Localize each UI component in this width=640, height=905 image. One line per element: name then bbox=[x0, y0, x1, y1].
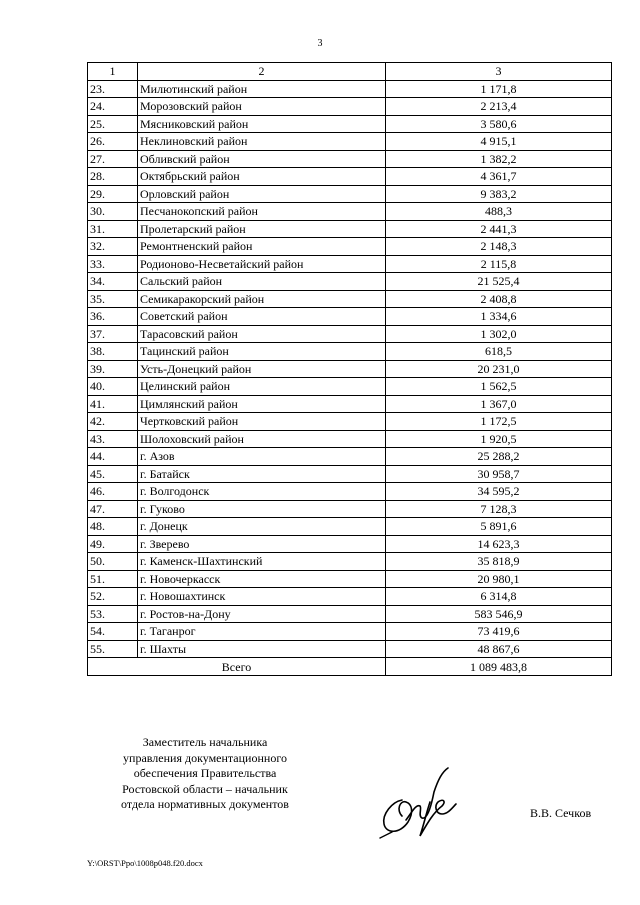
row-number: 23. bbox=[88, 80, 138, 98]
amount-value: 618,5 bbox=[386, 343, 612, 361]
district-name: Семикаракорский район bbox=[138, 290, 386, 308]
amount-value: 4 361,7 bbox=[386, 168, 612, 186]
table-row bbox=[88, 465, 612, 483]
table-row bbox=[88, 430, 612, 448]
total-row bbox=[88, 658, 612, 676]
row-number: 33. bbox=[88, 255, 138, 273]
amount-value: 3 580,6 bbox=[386, 115, 612, 133]
amount-value: 2 213,4 bbox=[386, 98, 612, 116]
total-label: Всего bbox=[88, 658, 386, 676]
amount-value: 7 128,3 bbox=[386, 500, 612, 518]
amount-value: 1 302,0 bbox=[386, 325, 612, 343]
table-row bbox=[88, 325, 612, 343]
signer-name: В.В. Сечков bbox=[530, 806, 592, 820]
district-name: г. Азов bbox=[138, 448, 386, 466]
district-name: Обливский район bbox=[138, 150, 386, 168]
table-row bbox=[88, 80, 612, 98]
table-row bbox=[88, 518, 612, 536]
table-header-row bbox=[88, 63, 612, 81]
column-header: 2 bbox=[138, 63, 386, 81]
table-row bbox=[88, 588, 612, 606]
amount-value: 1 920,5 bbox=[386, 430, 612, 448]
district-name: Мясниковский район bbox=[138, 115, 386, 133]
table-row bbox=[88, 360, 612, 378]
district-name: Морозовский район bbox=[138, 98, 386, 116]
amount-value: 1 382,2 bbox=[386, 150, 612, 168]
table-row bbox=[88, 500, 612, 518]
row-number: 55. bbox=[88, 640, 138, 658]
page-number: 3 bbox=[317, 38, 323, 49]
position-line: отдела нормативных документов bbox=[121, 797, 289, 811]
row-number: 43. bbox=[88, 430, 138, 448]
position-line: управления документационного bbox=[123, 750, 287, 765]
table-row bbox=[88, 255, 612, 273]
district-name: Чертковский район bbox=[138, 413, 386, 431]
amount-value: 21 525,4 bbox=[386, 273, 612, 291]
row-number: 46. bbox=[88, 483, 138, 501]
amount-value: 48 867,6 bbox=[386, 640, 612, 658]
position-line: Заместитель начальника bbox=[142, 735, 268, 749]
district-name: г. Новошахтинск bbox=[138, 588, 386, 606]
amount-value: 2 115,8 bbox=[386, 255, 612, 273]
district-name: Родионово-Несветайский район bbox=[138, 255, 386, 273]
table-row bbox=[88, 133, 612, 151]
amount-value: 4 915,1 bbox=[386, 133, 612, 151]
amount-value: 1 367,0 bbox=[386, 395, 612, 413]
row-number: 49. bbox=[88, 535, 138, 553]
file-path: Y:\ORST\Ppo\1008p048.f20.docx bbox=[87, 858, 203, 868]
row-number: 28. bbox=[88, 168, 138, 186]
amount-value: 25 288,2 bbox=[386, 448, 612, 466]
table-row bbox=[88, 238, 612, 256]
district-name: Усть-Донецкий район bbox=[138, 360, 386, 378]
table-row bbox=[88, 605, 612, 623]
row-number: 52. bbox=[88, 588, 138, 606]
amount-value: 34 595,2 bbox=[386, 483, 612, 501]
signature-block bbox=[90, 735, 320, 813]
district-name: г. Таганрог bbox=[138, 623, 386, 641]
amount-value: 583 546,9 bbox=[386, 605, 612, 623]
row-number: 37. bbox=[88, 325, 138, 343]
row-number: 25. bbox=[88, 115, 138, 133]
budget-table bbox=[87, 62, 612, 676]
table-row bbox=[88, 273, 612, 291]
amount-value: 6 314,8 bbox=[386, 588, 612, 606]
table-row bbox=[88, 343, 612, 361]
amount-value: 1 172,5 bbox=[386, 413, 612, 431]
table-row bbox=[88, 220, 612, 238]
total-value: 1 089 483,8 bbox=[386, 658, 612, 676]
district-name: г. Гуково bbox=[138, 500, 386, 518]
table-row bbox=[88, 168, 612, 186]
row-number: 50. bbox=[88, 553, 138, 571]
amount-value: 73 419,6 bbox=[386, 623, 612, 641]
row-number: 40. bbox=[88, 378, 138, 396]
district-name: Советский район bbox=[138, 308, 386, 326]
row-number: 47. bbox=[88, 500, 138, 518]
table-row bbox=[88, 570, 612, 588]
amount-value: 9 383,2 bbox=[386, 185, 612, 203]
district-name: г. Каменск-Шахтинский bbox=[138, 553, 386, 571]
row-number: 30. bbox=[88, 203, 138, 221]
amount-value: 2 408,8 bbox=[386, 290, 612, 308]
amount-value: 2 148,3 bbox=[386, 238, 612, 256]
table-row bbox=[88, 640, 612, 658]
table-row bbox=[88, 483, 612, 501]
row-number: 51. bbox=[88, 570, 138, 588]
table-row bbox=[88, 308, 612, 326]
table-row bbox=[88, 623, 612, 641]
amount-value: 1 562,5 bbox=[386, 378, 612, 396]
district-name: Шолоховский район bbox=[138, 430, 386, 448]
district-name: Ремонтненский район bbox=[138, 238, 386, 256]
row-number: 29. bbox=[88, 185, 138, 203]
table-row bbox=[88, 395, 612, 413]
table-row bbox=[88, 553, 612, 571]
row-number: 48. bbox=[88, 518, 138, 536]
row-number: 36. bbox=[88, 308, 138, 326]
district-name: Тацинский район bbox=[138, 343, 386, 361]
row-number: 42. bbox=[88, 413, 138, 431]
amount-value: 1 334,6 bbox=[386, 308, 612, 326]
amount-value: 5 891,6 bbox=[386, 518, 612, 536]
position-line: Ростовской области – начальник bbox=[122, 781, 288, 796]
table-row bbox=[88, 448, 612, 466]
amount-value: 30 958,7 bbox=[386, 465, 612, 483]
district-name: Октябрьский район bbox=[138, 168, 386, 186]
amount-value: 488,3 bbox=[386, 203, 612, 221]
table-row bbox=[88, 203, 612, 221]
amount-value: 14 623,3 bbox=[386, 535, 612, 553]
row-number: 39. bbox=[88, 360, 138, 378]
table-row bbox=[88, 290, 612, 308]
district-name: Песчанокопский район bbox=[138, 203, 386, 221]
district-name: Неклиновский район bbox=[138, 133, 386, 151]
district-name: Цимлянский район bbox=[138, 395, 386, 413]
table-row bbox=[88, 185, 612, 203]
row-number: 54. bbox=[88, 623, 138, 641]
district-name: Пролетарский район bbox=[138, 220, 386, 238]
district-name: г. Ростов-на-Дону bbox=[138, 605, 386, 623]
district-name: г. Донецк bbox=[138, 518, 386, 536]
position-line: обеспечения Правительства bbox=[133, 766, 277, 780]
district-name: Орловский район bbox=[138, 185, 386, 203]
row-number: 45. bbox=[88, 465, 138, 483]
row-number: 34. bbox=[88, 273, 138, 291]
district-name: г. Новочеркасск bbox=[138, 570, 386, 588]
row-number: 35. bbox=[88, 290, 138, 308]
row-number: 38. bbox=[88, 343, 138, 361]
row-number: 24. bbox=[88, 98, 138, 116]
district-name: Милютинский район bbox=[138, 80, 386, 98]
amount-value: 2 441,3 bbox=[386, 220, 612, 238]
row-number: 27. bbox=[88, 150, 138, 168]
district-name: Целинский район bbox=[138, 378, 386, 396]
table-row bbox=[88, 378, 612, 396]
handwritten-signature bbox=[372, 762, 464, 840]
column-header: 3 bbox=[386, 63, 612, 81]
row-number: 26. bbox=[88, 133, 138, 151]
row-number: 31. bbox=[88, 220, 138, 238]
district-name: г. Шахты bbox=[138, 640, 386, 658]
amount-value: 20 231,0 bbox=[386, 360, 612, 378]
amount-value: 35 818,9 bbox=[386, 553, 612, 571]
row-number: 32. bbox=[88, 238, 138, 256]
table-row bbox=[88, 115, 612, 133]
table-row bbox=[88, 413, 612, 431]
table-row bbox=[88, 150, 612, 168]
district-name: г. Зверево bbox=[138, 535, 386, 553]
district-name: г. Батайск bbox=[138, 465, 386, 483]
table-row bbox=[88, 98, 612, 116]
row-number: 44. bbox=[88, 448, 138, 466]
district-name: Тарасовский район bbox=[138, 325, 386, 343]
district-name: Сальский район bbox=[138, 273, 386, 291]
column-header: 1 bbox=[88, 63, 138, 81]
table-row bbox=[88, 535, 612, 553]
amount-value: 1 171,8 bbox=[386, 80, 612, 98]
amount-value: 20 980,1 bbox=[386, 570, 612, 588]
row-number: 41. bbox=[88, 395, 138, 413]
row-number: 53. bbox=[88, 605, 138, 623]
district-name: г. Волгодонск bbox=[138, 483, 386, 501]
